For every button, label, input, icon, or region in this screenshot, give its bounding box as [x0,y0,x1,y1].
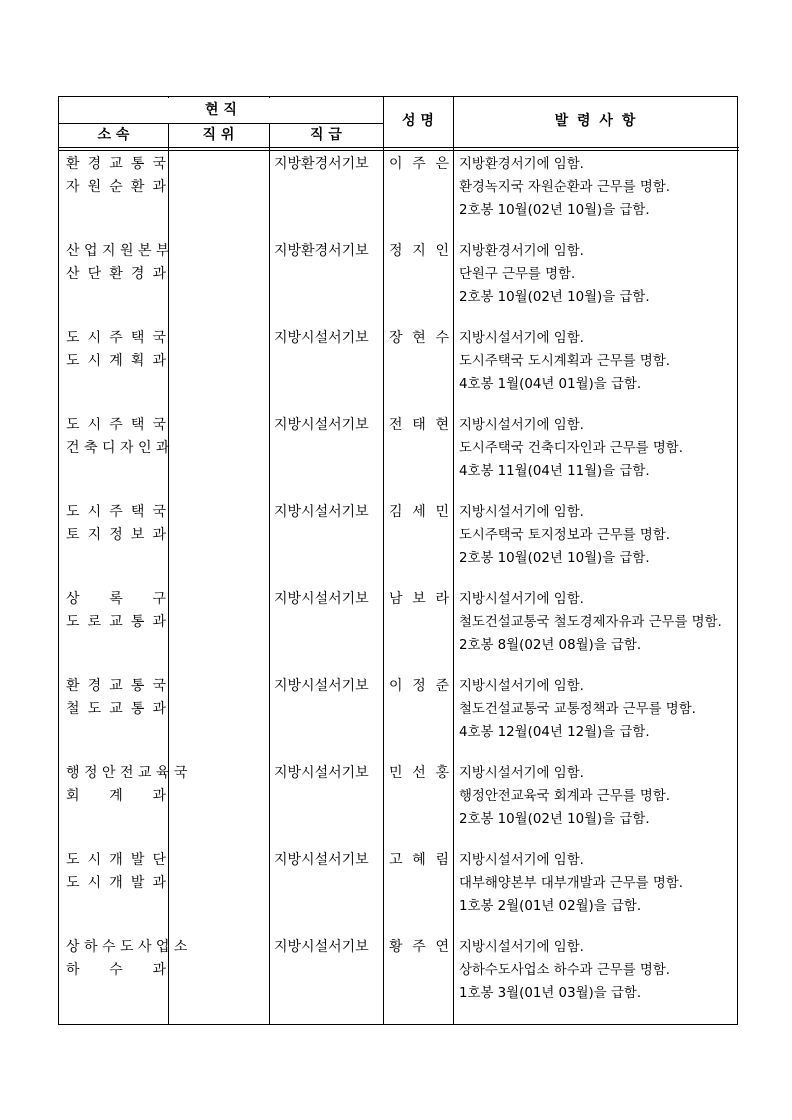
name-cell [389,675,449,698]
affiliation-line: 철 도 교 통 과 [66,701,167,717]
grade-cell: 지방시설서기보 [274,330,369,346]
affiliation-line: 하 수 과 [66,962,166,978]
affiliation-line: 상 하 수 도 사 업 소 [66,939,188,955]
affiliation-cell [66,501,166,547]
table-body [59,153,739,1023]
table-row [59,936,739,1023]
table-row [59,849,739,936]
appointment-detail-line: 1호봉 3월(01년 03월)을 급함. [459,986,642,1001]
appointment-detail-line: 2호봉 8월(02년 08월)을 급함. [459,638,642,653]
appointment-details-cell [459,936,737,1005]
affiliation-cell [66,414,170,460]
appointment-detail-line: 2호봉 10월(02년 10월)을 급함. [459,551,650,566]
appointment-details-cell [459,501,737,570]
affiliation-line: 도 시 주 택 국 [66,330,167,346]
affiliation-line: 산 단 환 경 과 [66,266,167,282]
affiliation-cell [66,588,166,634]
appointment-detail-line: 2호봉 10월(02년 10월)을 급함. [459,290,650,305]
grade-cell: 지방시설서기보 [274,591,369,607]
name-text: 고 혜 림 [389,852,449,868]
affiliation-cell [66,240,170,286]
name-text: 민 선 홍 [389,765,449,781]
header-double-rule [59,150,739,151]
appointment-detail-line: 행정안전교육국 회계과 근무를 명함. [459,789,671,804]
table-row [59,588,739,675]
affiliation-line: 상 록 구 [66,591,166,607]
appointment-detail-line: 2호봉 10월(02년 10월)을 급함. [459,812,650,827]
name-cell [389,762,449,785]
affiliation-line: 도 시 개 발 단 [66,852,167,868]
appointment-details-cell [459,849,737,918]
header-current-position: 현 직 [205,102,237,118]
name-cell [389,849,449,872]
grade-cell: 지방환경서기보 [274,243,369,259]
appointment-detail-line: 1호봉 2월(01년 02월)을 급함. [459,899,642,914]
name-text: 이 정 준 [389,678,449,694]
appointment-detail-line: 지방시설서기에 임함. [459,331,584,346]
header-grade: 직 급 [310,127,342,143]
affiliation-cell [66,849,166,895]
name-text: 이 주 은 [389,156,449,172]
appointment-details-cell [459,327,737,396]
appointment-detail-line: 지방시설서기에 임함. [459,592,584,607]
name-cell [389,153,449,176]
affiliation-line: 도 시 주 택 국 [66,504,167,520]
table-row [59,327,739,414]
header-appointment: 발 령 사 항 [554,113,638,129]
appointment-detail-line: 4호봉 12월(04년 12월)을 급함. [459,725,650,740]
header-sub-divider [59,123,383,124]
name-text: 정 지 인 [389,243,449,259]
affiliation-cell [66,936,188,982]
appointment-detail-line: 상하수도사업소 하수과 근무를 명함. [459,963,671,978]
appointment-detail-line: 지방환경서기에 임함. [459,244,584,259]
appointment-detail-line: 철도건설교통국 철도경제자유과 근무를 명함. [459,615,722,630]
affiliation-line: 도 시 주 택 국 [66,417,167,433]
appointment-detail-line: 환경녹지국 자원순환과 근무를 명함. [459,180,671,195]
table-row [59,675,739,762]
name-cell [389,588,449,611]
affiliation-line: 자 원 순 환 과 [66,179,167,195]
appointment-details-cell [459,588,737,657]
name-cell [389,501,449,524]
appointment-detail-line: 지방시설서기에 임함. [459,505,584,520]
affiliation-cell [66,153,166,199]
affiliation-line: 건 축 디 자 인 과 [66,440,170,456]
affiliation-line: 회 계 과 [66,788,166,804]
affiliation-line: 환 경 교 통 국 [66,678,167,694]
affiliation-line: 환 경 교 통 국 [66,156,167,172]
name-text: 장 현 수 [389,330,449,346]
table-row [59,240,739,327]
appointment-detail-line: 지방환경서기에 임함. [459,157,584,172]
appointment-detail-line: 도시주택국 토지정보과 근무를 명함. [459,528,671,543]
name-cell [389,327,449,350]
affiliation-line: 산 업 지 원 본 부 [66,243,170,259]
header-name: 성 명 [402,113,434,129]
appointment-detail-line: 도시주택국 도시계획과 근무를 명함. [459,354,671,369]
grade-cell: 지방시설서기보 [274,765,369,781]
appointment-detail-line: 지방시설서기에 임함. [459,940,584,955]
name-text: 황 주 연 [389,939,449,955]
appointment-detail-line: 지방시설서기에 임함. [459,418,584,433]
table-row [59,762,739,849]
affiliation-line: 도 시 계 획 과 [66,353,167,369]
name-text: 김 세 민 [389,504,449,520]
affiliation-line: 도 시 개 발 과 [66,875,167,891]
grade-cell: 지방시설서기보 [274,678,369,694]
appointment-detail-line: 지방시설서기에 임함. [459,853,584,868]
appointment-details-cell [459,414,737,483]
appointment-detail-line: 2호봉 10월(02년 10월)을 급함. [459,203,650,218]
header-position: 직 위 [202,127,235,143]
name-text: 남 보 라 [389,591,449,607]
affiliation-cell [66,762,188,808]
name-cell [389,414,449,437]
affiliation-line: 도 로 교 통 과 [66,614,167,630]
grade-cell: 지방환경서기보 [274,156,369,172]
appointment-detail-line: 철도건설교통국 교통정책과 근무를 명함. [459,702,696,717]
name-cell [389,240,449,263]
appointment-detail-line: 4호봉 11월(04년 11월)을 급함. [459,464,650,479]
affiliation-cell [66,675,166,721]
header-bottom-rule [59,147,739,148]
appointment-detail-line: 도시주택국 건축디자인과 근무를 명함. [459,441,683,456]
table-row [59,501,739,588]
grade-cell: 지방시설서기보 [274,504,369,520]
appointment-detail-line: 대부해양본부 대부개발과 근무를 명함. [459,876,683,891]
table-row [59,153,739,240]
grade-cell: 지방시설서기보 [274,417,369,433]
affiliation-line: 토 지 정 보 과 [66,527,167,543]
appointment-details-cell [459,240,737,309]
appointment-detail-line: 지방시설서기에 임함. [459,766,584,781]
header-affiliation: 소 속 [97,127,130,143]
name-cell [389,936,449,959]
grade-cell: 지방시설서기보 [274,939,369,955]
appointment-detail-line: 4호봉 1월(04년 01월)을 급함. [459,377,642,392]
appointment-table [58,96,738,1025]
affiliation-line: 행 정 안 전 교 육 국 [66,765,188,781]
appointment-details-cell [459,762,737,831]
appointment-detail-line: 지방시설서기에 임함. [459,679,584,694]
appointment-detail-line: 단원구 근무를 명함. [459,267,576,282]
appointment-details-cell [459,153,737,222]
table-row [59,414,739,501]
grade-cell: 지방시설서기보 [274,852,369,868]
affiliation-cell [66,327,166,373]
appointment-details-cell [459,675,737,744]
name-text: 전 태 현 [389,417,449,433]
